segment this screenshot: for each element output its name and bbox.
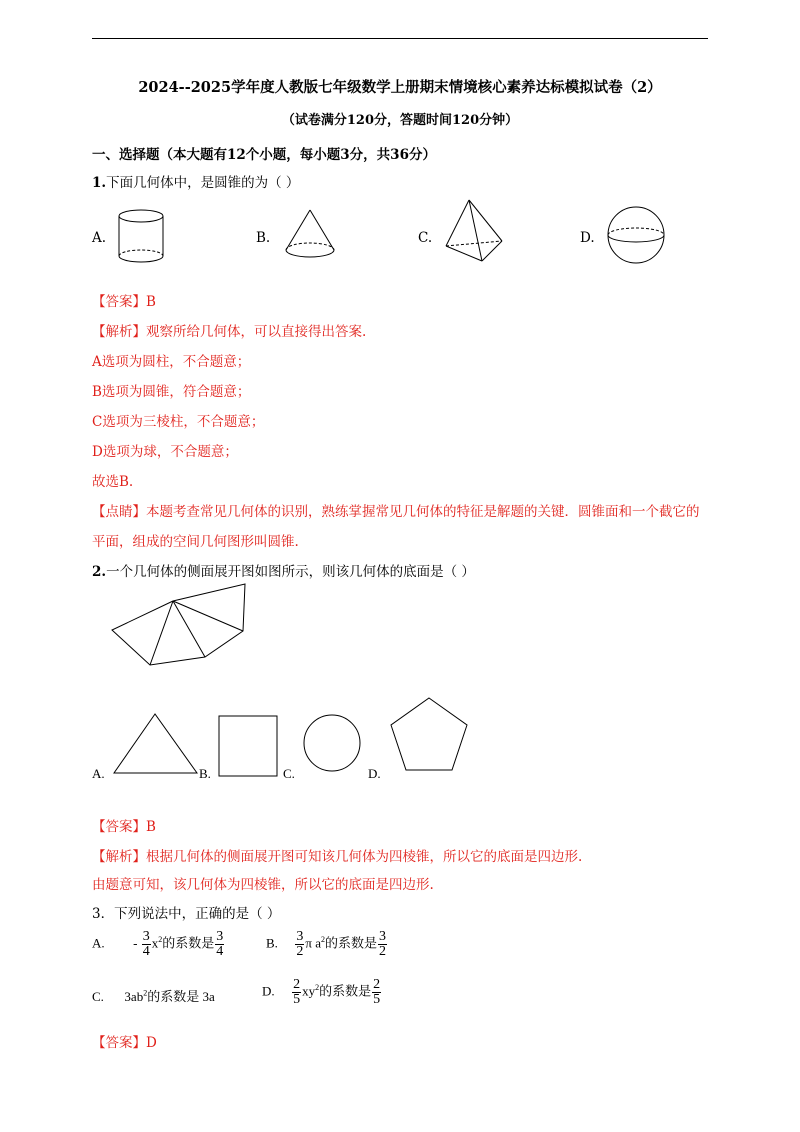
q2-square-option [217, 714, 281, 778]
q2-triangle-option [112, 712, 200, 776]
q1-triangular-pyramid-figure [444, 198, 506, 266]
q1-explain-line: D选项为球，不合题意； [92, 444, 238, 460]
q2-explain-line: 由题意可知，该几何体为四棱锥，所以它的底面是四边形. [92, 877, 434, 893]
section-heading: 一、选择题（本大题有12个小题，每小题3分，共36分） [92, 147, 436, 163]
q1-comment-line-1: 【点睛】本题考查常见几何体的识别，熟练掌握常见几何体的特征是解题的关键．圆锥面和一个截它的 [92, 504, 700, 520]
q3-option-a: A. - $\frac{3}{4}$ $x^2$的系数是 $\frac{3}{4}$ [92, 929, 224, 959]
q2-pentagon-option [388, 696, 470, 776]
q2-option-d-label: D. [368, 766, 381, 781]
q1-option-a-label: A. [92, 230, 107, 246]
q3-option-a-fraction: $\frac{3}{4}$ [142, 929, 150, 959]
q2-option-b-label: B. [199, 766, 211, 781]
q3-option-b-fraction: $\frac{3}{2}$ [296, 929, 304, 959]
q2-net-figure [100, 580, 260, 670]
q3-answer: 【答案】D [92, 1035, 157, 1051]
q3-option-b: B. $\frac{3}{2}$ π $a^2$的系数是 $\frac{3}{2}$ [266, 929, 387, 959]
q1-stem [92, 171, 299, 191]
q3-option-a-label: A. [92, 935, 105, 951]
q2-stem [92, 560, 475, 580]
q2-number: 2. [92, 564, 107, 580]
q2-text: 一个几何体的侧面展开图如图所示，则该几何体的底面是（ ） [106, 564, 475, 580]
header-rule [92, 38, 708, 39]
q2-option-a-label: A. [92, 766, 105, 781]
page-subtitle: （试卷满分120分，答题时间120分钟） [281, 113, 519, 128]
q2-analysis: 【解析】根据几何体的侧面展开图可知该几何体为四棱锥，所以它的底面是四边形. [92, 849, 583, 865]
q3-option-c: C. $3ab^2$的系数是 3a [92, 988, 215, 1004]
q2-answer: 【答案】B [92, 819, 156, 835]
q3-option-d-coefficient: $\frac{2}{5}$ [373, 977, 381, 1007]
q3-option-b-label: B. [266, 935, 278, 951]
page-title: 2024--2025学年度人教版七年级数学上册期末情境核心素养达标模拟试卷（2） [138, 79, 662, 96]
q3-option-d-label: D. [262, 983, 275, 999]
q1-conclusion: 故选B. [92, 474, 134, 490]
q3-option-a-coefficient: $\frac{3}{4}$ [216, 929, 224, 959]
q1-explain-line: C选项为三棱柱，不合题意； [92, 414, 265, 430]
q1-analysis: 【解析】观察所给几何体，可以直接得出答案. [92, 324, 367, 340]
q1-number: 1. [92, 175, 107, 191]
q3-option-d: D. $\frac{2}{5}$ $xy^2$的系数是 $\frac{2}{5}$ [262, 977, 381, 1007]
q2-circle-option [302, 713, 364, 775]
q1-sphere-figure [606, 205, 668, 267]
q1-text: 下面几何体中，是圆锥的为（ ） [106, 175, 300, 191]
q1-answer: 【答案】B [92, 294, 156, 310]
q1-explain-line: B选项为圆锥，符合题意； [92, 384, 251, 400]
q3-option-d-fraction: $\frac{2}{5}$ [293, 977, 301, 1007]
q1-cylinder-figure [117, 205, 169, 265]
q3-option-b-coefficient: $\frac{3}{2}$ [379, 929, 387, 959]
q2-option-c-label: C. [283, 766, 295, 781]
q1-cone-figure [283, 208, 343, 262]
q1-comment-line-2: 平面，组成的空间几何图形叫圆锥. [92, 534, 299, 550]
q1-option-b-label: B. [256, 230, 271, 246]
q3-option-c-label: C. [92, 989, 104, 1004]
q1-option-c-label: C. [418, 230, 433, 246]
q3-stem: 3．下列说法中，正确的是（ ） [92, 906, 281, 922]
q1-explain-line: A选项为圆柱，不合题意； [92, 354, 251, 370]
q3-option-a-neg: - [133, 935, 138, 951]
q1-option-d-label: D. [580, 230, 595, 246]
